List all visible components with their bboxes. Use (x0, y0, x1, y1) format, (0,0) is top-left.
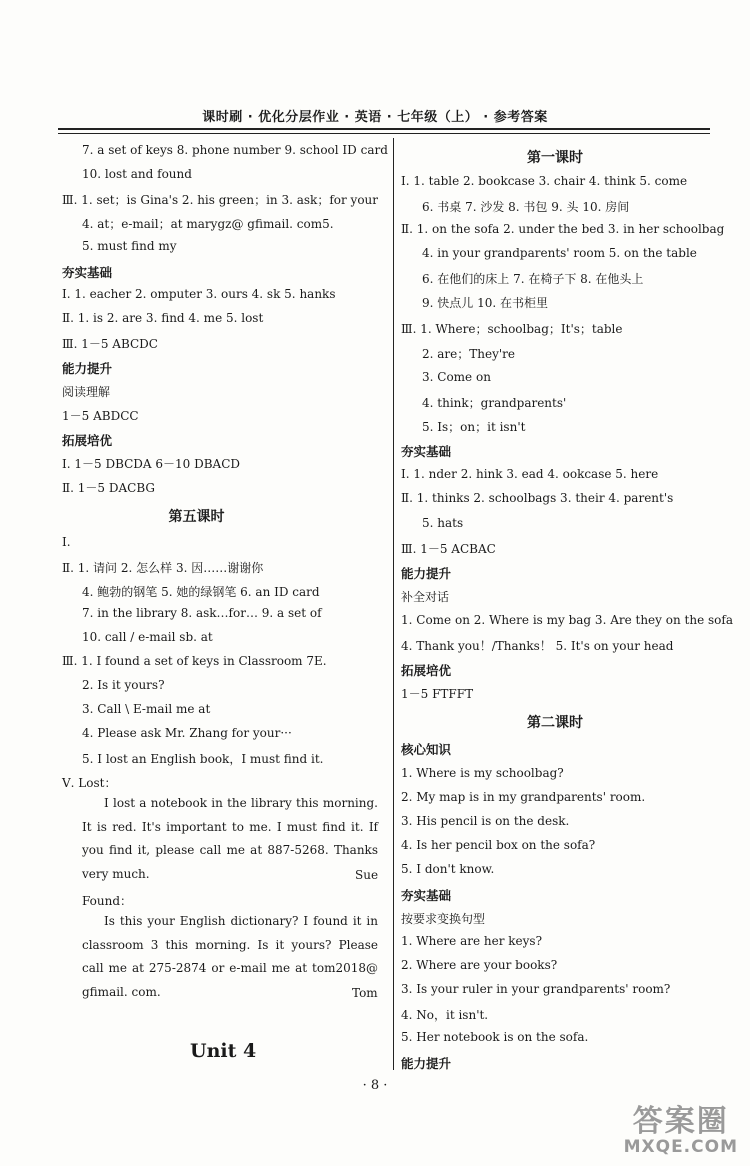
answer-line: 10. call / e-mail sb. at (82, 630, 213, 644)
section-heading: 能力提升 (401, 1056, 452, 1071)
answer-line: 5. I don't know. (401, 862, 495, 876)
answer-line: Ⅱ. 1－5 DACBG (62, 481, 155, 495)
answer-line: 3. His pencil is on the desk. (401, 814, 570, 828)
answer-line: 2. Where are your books? (401, 958, 558, 972)
watermark-cn: 答案圈 (632, 1104, 729, 1139)
lesson-title: 第一课时 (527, 150, 583, 166)
answer-line: 5. Her notebook is on the sofa. (401, 1030, 589, 1044)
lesson-title: 第五课时 (168, 509, 225, 525)
section-heading: 夯实基础 (401, 888, 452, 903)
answer-line: 5. must find my (82, 239, 177, 253)
subsection-label: 按要求变换句型 (401, 912, 486, 926)
answer-line: 3. Call \ E-mail me at (82, 702, 211, 716)
answer-line: Ⅲ. 1－5 ACBAC (401, 542, 496, 556)
answer-line: 6. 书桌 7. 沙发 8. 书包 9. 头 10. 房间 (422, 200, 630, 214)
answer-line: 4. think；grandparents' (422, 396, 567, 410)
answer-line: Ⅲ. 1－5 ABCDC (62, 337, 158, 351)
unit-title: Unit 4 (190, 1040, 257, 1062)
answer-line: 1－5 ABDCC (62, 409, 139, 423)
answer-line: Ⅰ. 1. table 2. bookcase 3. chair 4. think 5. come (401, 174, 688, 188)
answer-line: 10. lost and found (82, 167, 192, 181)
section-heading: 夯实基础 (62, 265, 113, 280)
answer-line: 7. a set of keys 8. phone number 9. school ID card (82, 143, 388, 157)
answer-line: 5. Is；on；it isn't (422, 420, 526, 434)
section-heading: 核心知识 (401, 742, 452, 757)
answer-line: 7. in the library 8. ask…for… 9. a set of (82, 606, 322, 620)
answer-line: Ⅲ. 1. set；is Gina's 2. his green；in 3. ask；for your (62, 193, 379, 207)
answer-line: Ⅴ. Lost： (62, 776, 117, 790)
answer-line: 1. Where is my schoolbag? (401, 766, 564, 780)
page-number: · 8 · (362, 1078, 388, 1093)
answer-line: 9. 快点儿 10. 在书柜里 (422, 296, 548, 310)
answer-line: Ⅱ. 1. 请问 2. 怎么样 3. 因……谢谢你 (62, 561, 264, 575)
answer-line: Ⅱ. 1. is 2. are 3. find 4. me 5. lost (62, 311, 264, 325)
answer-line: Ⅲ. 1. Where；schoolbag；It's；table (401, 322, 623, 336)
answer-line: 1－5 FTFFT (401, 687, 474, 701)
section-heading: 拓展培优 (62, 433, 113, 448)
page-header: 课时刷 · 优化分层作业 · 英语 · 七年级（上） · 参考答案 (202, 110, 548, 125)
answer-line: 4. No，it isn't. (401, 1008, 489, 1022)
answer-line: 6. 在他们的床上 7. 在椅子下 8. 在他头上 (422, 272, 644, 286)
watermark-logo (623, 1104, 738, 1157)
answer-line: Ⅱ. 1. on the sofa 2. under the bed 3. in her schoolbag (401, 222, 725, 236)
answer-line: 2. are；They're (422, 347, 516, 361)
answer-line: 3. Come on (422, 370, 491, 384)
signature-sue: Sue (355, 868, 379, 882)
subsection-label: 阅读理解 (62, 385, 111, 399)
signature-tom: Tom (352, 986, 378, 1000)
answer-line: 3. Is your ruler in your grandparents' room? (401, 982, 671, 996)
section-heading: 夯实基础 (401, 444, 452, 459)
right-column (393, 0, 750, 1166)
answer-line: Ⅰ. (62, 535, 71, 549)
answer-line: 2. Is it yours? (82, 678, 165, 692)
answer-line: Ⅰ. 1－5 DBCDA 6－10 DBACD (62, 457, 241, 471)
answer-line: 1. Come on 2. Where is my bag 3. Are they on the sofa (401, 613, 733, 627)
answer-line: 4. Thank you！/Thanks！ 5. It's on your head (401, 639, 674, 653)
answer-line: 4. Is her pencil box on the sofa? (401, 838, 596, 852)
found-notice-paragraph: Is this your English dictionary? I found it in classroom 3 this morning. Is it yours? Please call me at 275-2874 or e-mail me at tom2018@ gfimail. com. (82, 914, 378, 999)
answer-line: 4. in your grandparents' room 5. on the table (422, 246, 697, 260)
answer-line: 4. at；e-mail；at marygz@ gfimail. com5. (82, 217, 334, 231)
answer-line: Ⅰ. 1. eacher 2. omputer 3. ours 4. sk 5. hanks (62, 287, 336, 301)
answer-line: Found： (82, 894, 133, 908)
answer-line: Ⅲ. 1. I found a set of keys in Classroom 7E. (62, 654, 327, 668)
answer-line: 4. Please ask Mr. Zhang for your··· (82, 726, 292, 740)
lost-notice-paragraph: I lost a notebook in the library this morning. It is red. It's important to me. I must find it. If you find it, please call me at 887-5268. Thanks very much. (82, 796, 378, 881)
answer-line: 5. hats (422, 516, 464, 530)
section-heading: 拓展培优 (401, 663, 452, 678)
section-heading: 能力提升 (62, 361, 113, 376)
section-heading: 能力提升 (401, 566, 452, 581)
watermark-en: MXQE.COM (623, 1137, 738, 1157)
answer-line: 4. 鲍勃的钢笔 5. 她的绿钢笔 6. an ID card (82, 585, 320, 599)
answer-line: Ⅰ. 1. nder 2. hink 3. ead 4. ookcase 5. here (401, 467, 659, 481)
subsection-label: 补全对话 (401, 590, 450, 604)
answer-line: Ⅱ. 1. thinks 2. schoolbags 3. their 4. parent's (401, 491, 674, 505)
lesson-title: 第二课时 (527, 715, 583, 731)
answer-line: 5. I lost an English book，I must find it. (82, 752, 324, 766)
answer-line: 1. Where are her keys? (401, 934, 543, 948)
answer-line: 2. My map is in my grandparents' room. (401, 790, 646, 804)
